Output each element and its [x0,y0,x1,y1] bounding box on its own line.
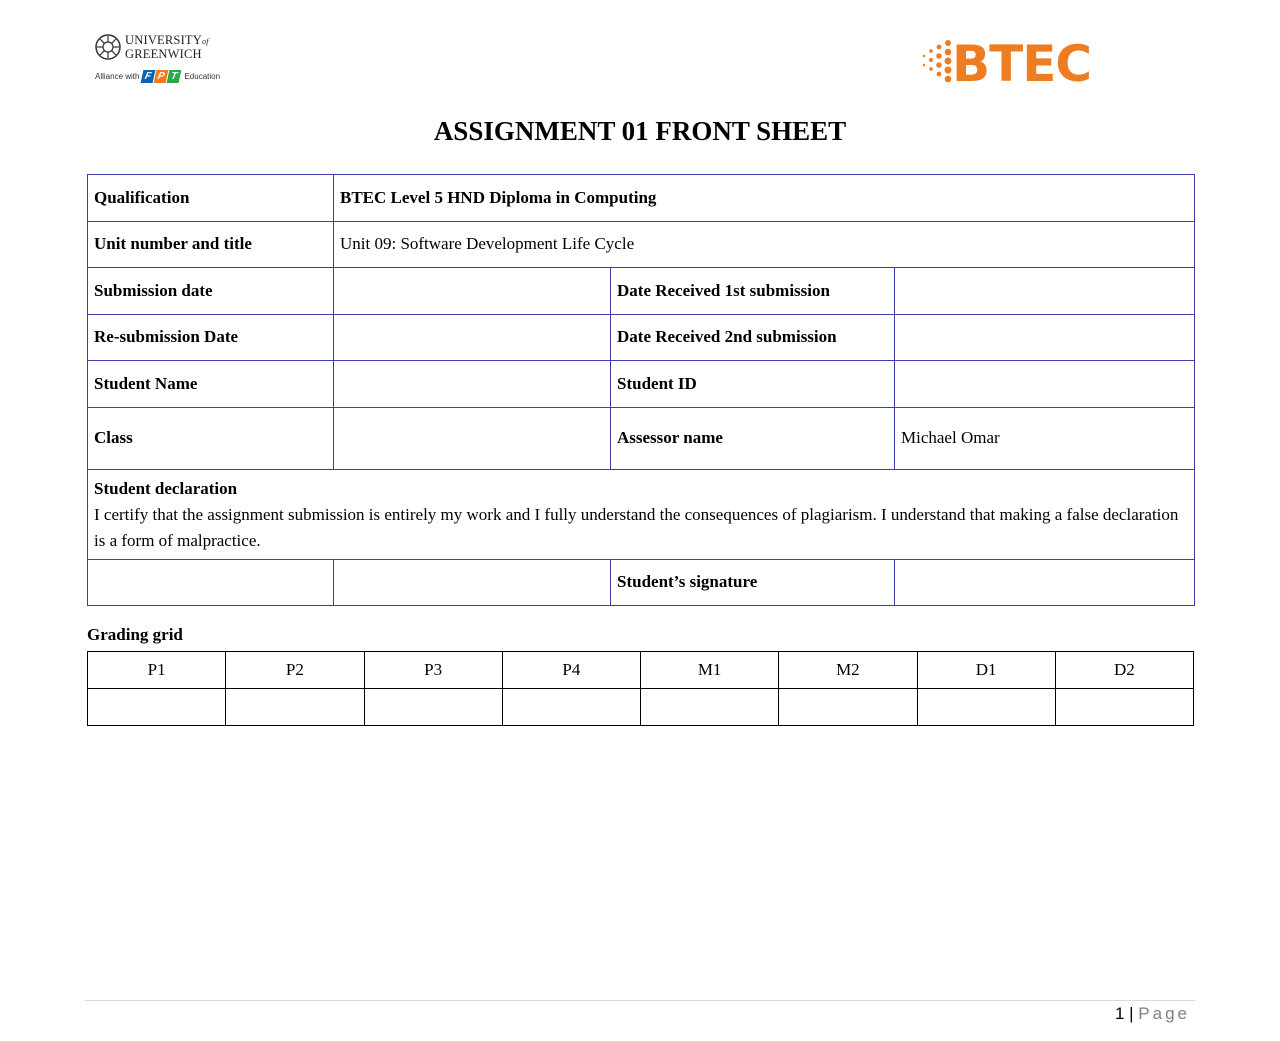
assessor-label: Assessor name [611,407,895,469]
grade-cell-m2[interactable] [779,689,917,726]
fpt-alliance-row [95,70,225,83]
grade-header-p2: P2 [226,652,364,689]
grade-cell-p2[interactable] [226,689,364,726]
qualification-label: Qualification [88,175,334,222]
uog-wordmark [125,34,209,60]
footer-divider [85,1000,1195,1001]
grade-cell-m1[interactable] [641,689,779,726]
date-received-1-field[interactable] [895,268,1195,315]
grade-cell-d1[interactable] [917,689,1055,726]
signature-blank-1 [88,559,334,606]
row-declaration [88,469,1195,559]
grade-cell-d2[interactable] [1055,689,1193,726]
resubmission-date-label: Re-submission Date [88,314,334,361]
date-received-1-label: Date Received 1st submission [611,268,895,315]
date-received-2-label: Date Received 2nd submission [611,314,895,361]
date-received-2-field[interactable] [895,314,1195,361]
fpt-letter-f: F [141,70,156,83]
grade-header-p3: P3 [364,652,502,689]
grade-header-d2: D2 [1055,652,1193,689]
uog-line1: UNIVERSITY [125,33,202,47]
grade-header-p1: P1 [88,652,226,689]
row-resubmission [88,314,1195,361]
student-name-field[interactable] [334,361,611,408]
uog-of: of [202,37,209,46]
signature-blank-2 [334,559,611,606]
page-title: ASSIGNMENT 01 FRONT SHEET [433,116,847,146]
row-qualification [88,175,1195,222]
submission-date-field[interactable] [334,268,611,315]
fpt-letter-t: T [167,70,182,83]
grade-header-p4: P4 [502,652,640,689]
qualification-value: BTEC Level 5 HND Diploma in Computing [334,175,1195,222]
alliance-prefix: Alliance with [95,72,140,81]
btec-wordmark: BTEC [952,35,1092,93]
university-seal-icon [95,34,121,60]
alliance-suffix: Education [184,72,221,81]
uog-line2: GREENWICH [125,47,202,61]
student-id-field[interactable] [895,361,1195,408]
grade-cell-p4[interactable] [502,689,640,726]
page-number-footer [1115,1004,1190,1024]
class-label: Class [88,407,334,469]
signature-field[interactable] [895,559,1195,606]
row-submission [88,268,1195,315]
grade-cell-p3[interactable] [364,689,502,726]
grade-header-d1: D1 [917,652,1055,689]
student-id-label: Student ID [611,361,895,408]
declaration-cell [88,469,1195,559]
resubmission-date-field[interactable] [334,314,611,361]
grading-value-row [88,689,1194,726]
declaration-title: Student declaration [94,478,238,498]
fpt-letter-p: P [154,70,169,83]
row-unit [88,221,1195,268]
page-number: 1 [1114,1004,1125,1023]
university-of-greenwich-logo [95,34,225,94]
btec-dots-icon [918,37,954,91]
declaration-text: I certify that the assignment submission is entirely my work and I fully understand the consequences of plagiarism. I understand that making a false declaration is a form of malpractice. [94,504,1179,550]
unit-value: Unit 09: Software Development Life Cycle [334,221,1195,268]
uog-wordmark-row [95,34,225,60]
page-separator: | [1129,1004,1134,1023]
front-sheet-table [87,174,1195,606]
grading-grid-table [87,651,1194,726]
unit-label: Unit number and title [88,221,334,268]
submission-date-label: Submission date [88,268,334,315]
grading-header-row [88,652,1194,689]
assessor-value: Michael Omar [895,407,1195,469]
class-field[interactable] [334,407,611,469]
signature-label: Student’s signature [611,559,895,606]
grade-header-m1: M1 [641,652,779,689]
page-word: Page [1138,1004,1190,1023]
btec-logo [918,34,1108,94]
row-signature [88,559,1195,606]
grade-header-m2: M2 [779,652,917,689]
grading-grid-label: Grading grid [87,625,183,644]
grade-cell-p1[interactable] [88,689,226,726]
fpt-logo [142,70,181,83]
student-name-label: Student Name [88,361,334,408]
row-student [88,361,1195,408]
row-class [88,407,1195,469]
